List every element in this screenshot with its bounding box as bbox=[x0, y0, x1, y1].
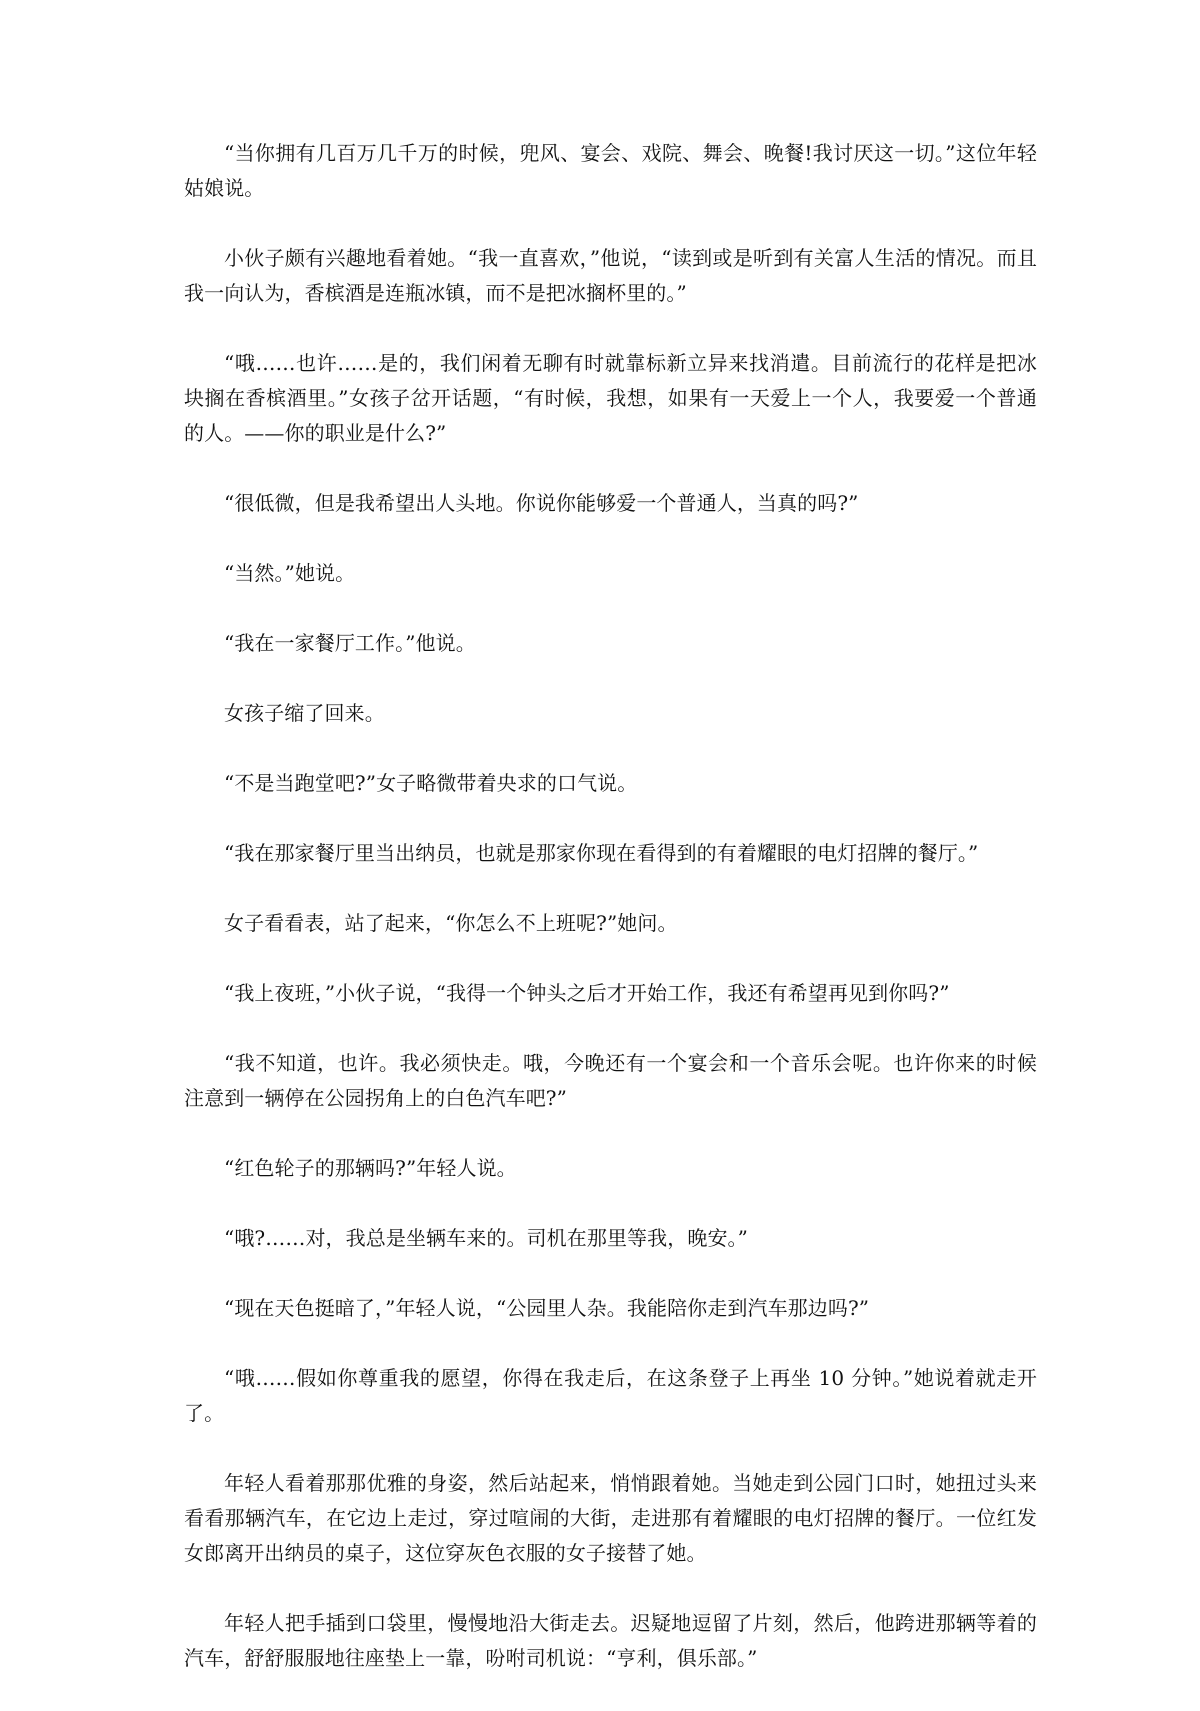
paragraph-6: “我在一家餐厅工作。”他说。 bbox=[224, 631, 476, 655]
paragraph-11: “我上夜班，”小伙子说，“我得一个钟头之后才开始工作，我还有希望再见到你吗?” bbox=[224, 981, 950, 1005]
paragraph-5: “当然。”她说。 bbox=[224, 561, 356, 585]
paragraph-14: “哦?……对，我总是坐辆车来的。司机在那里等我，晚安。” bbox=[224, 1226, 748, 1250]
paragraph-4: “很低微，但是我希望出人头地。你说你能够爱一个普通人，当真的吗?” bbox=[224, 491, 859, 515]
paragraph-3: “哦……也许……是的，我们闲着无聊有时就靠标新立异来找消遣。目前流行的花样是把冰块搁在香槟酒里。”女孩子岔开话题，“有时候，我想，如果有一天爱上一个人，我要爱一个普通的人。——你的职业是什么?” bbox=[184, 351, 1037, 445]
paragraph-8: “不是当跑堂吧?”女子略微带着央求的口气说。 bbox=[224, 771, 638, 795]
paragraph-9: “我在那家餐厅里当出纳员，也就是那家你现在看得到的有着耀眼的电灯招牌的餐厅。” bbox=[224, 841, 979, 865]
paragraph-17: 年轻人看着那那优雅的身姿，然后站起来，悄悄跟着她。当她走到公园门口时，她扭过头来看看那辆汽车，在它边上走过，穿过喧闹的大街，走进那有着耀眼的电灯招牌的餐厅。一位红发女郎离开出纳员的桌子，这位穿灰色衣服的女子接替了她。 bbox=[184, 1471, 1037, 1565]
paragraph-2: 小伙子颇有兴趣地看着她。“我一直喜欢，”他说，“读到或是听到有关富人生活的情况。而且我一向认为，香槟酒是连瓶冰镇，而不是把冰搁杯里的。” bbox=[184, 246, 1037, 305]
paragraph-13: “红色轮子的那辆吗?”年轻人说。 bbox=[224, 1156, 517, 1180]
paragraph-7: 女孩子缩了回来。 bbox=[224, 701, 385, 725]
paragraph-18: 年轻人把手插到口袋里，慢慢地沿大街走去。迟疑地逗留了片刻，然后，他跨进那辆等着的汽车，舒舒服服地往座垫上一靠，吩咐司机说：“亨利，俱乐部。” bbox=[184, 1611, 1037, 1670]
paragraph-15: “现在天色挺暗了，”年轻人说，“公园里人杂。我能陪你走到汽车那边吗?” bbox=[224, 1296, 870, 1320]
paragraph-10: 女子看看表，站了起来，“你怎么不上班呢?”她问。 bbox=[224, 911, 678, 935]
paragraph-16: “哦……假如你尊重我的愿望，你得在我走后，在这条登子上再坐 10 分钟。”她说着就走开了。 bbox=[184, 1366, 1037, 1425]
paragraph-12: “我不知道，也许。我必须快走。哦，今晚还有一个宴会和一个音乐会呢。也许你来的时候注意到一辆停在公园拐角上的白色汽车吧?” bbox=[184, 1051, 1037, 1110]
story-text bbox=[184, 136, 1037, 1711]
paragraph-1: “当你拥有几百万几千万的时候，兜风、宴会、戏院、舞会、晚餐!我讨厌这一切。”这位年轻姑娘说。 bbox=[184, 141, 1037, 200]
